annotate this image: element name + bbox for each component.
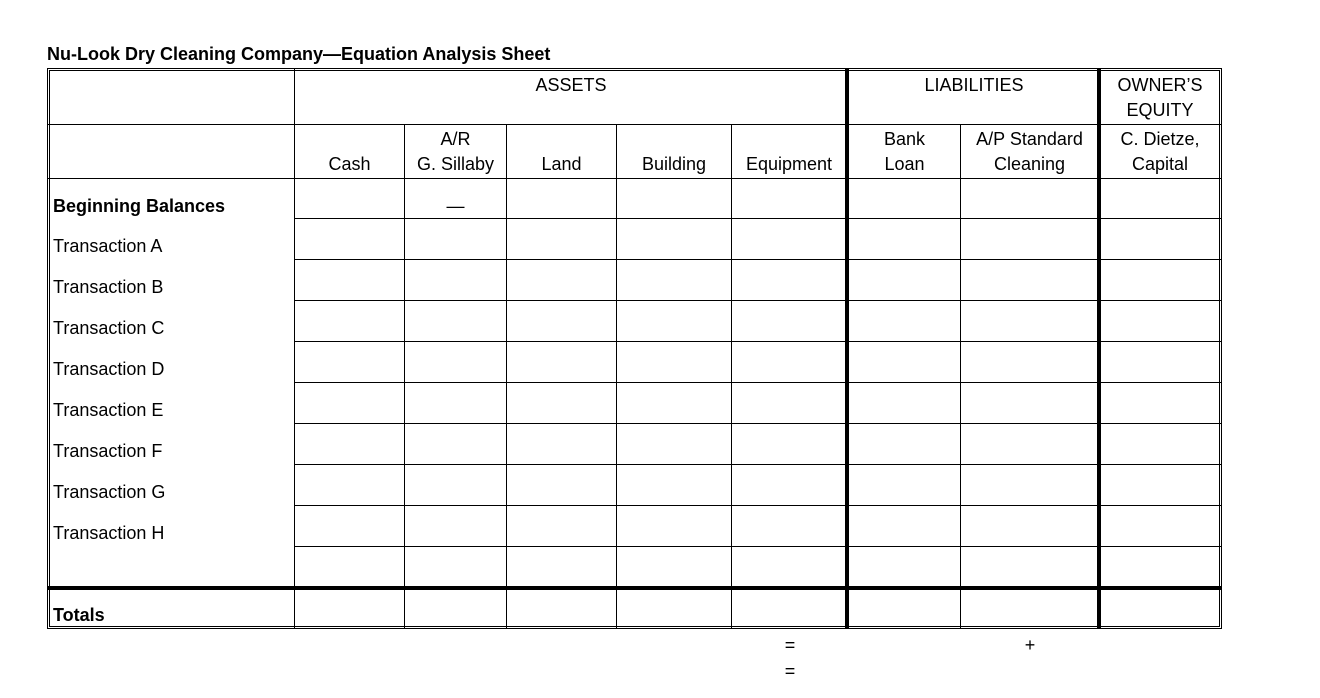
row-label-transaction-h: Transaction H (53, 523, 165, 543)
column-header-bank-loan-line2: Loan (884, 154, 925, 174)
row-label-transaction-c: Transaction C (53, 318, 165, 338)
equals-sign: = (784, 661, 796, 681)
group-header-liabilities: LIABILITIES (924, 75, 1024, 95)
column-header-capital-line2: Capital (1131, 154, 1189, 174)
group-header-assets: ASSETS (535, 75, 607, 95)
column-header-land: Land (541, 154, 582, 174)
header-divider (47, 178, 1222, 179)
column-header-ap-line2: Cleaning (993, 154, 1066, 174)
plus-sign: + (1024, 635, 1036, 655)
row-label-transaction-b: Transaction B (53, 277, 164, 297)
row-divider (294, 423, 1222, 424)
row-divider (294, 218, 1222, 219)
row-divider (294, 300, 1222, 301)
column-header-bank-loan-line1: Bank (883, 129, 926, 149)
totals-divider (47, 586, 1222, 590)
column-header-ar-line2: G. Sillaby (416, 154, 495, 174)
row-label-beginning-balances: Beginning Balances (53, 196, 226, 216)
group-header-owners-equity-line2: EQUITY (1126, 100, 1194, 120)
row-label-transaction-g: Transaction G (53, 482, 166, 502)
row-label-transaction-d: Transaction D (53, 359, 165, 379)
group-header-owners-equity-line1: OWNER’S (1117, 75, 1203, 95)
header-divider (47, 124, 1222, 125)
row-divider (294, 505, 1222, 506)
row-label-transaction-a: Transaction A (53, 236, 163, 256)
row-label-totals: Totals (53, 605, 105, 625)
row-divider (294, 341, 1222, 342)
column-header-cash: Cash (328, 154, 371, 174)
column-header-ap-line1: A/P Standard (976, 129, 1083, 149)
sheet-title: Nu-Look Dry Cleaning Company—Equation Analysis Sheet (47, 44, 551, 64)
column-header-equipment: Equipment (745, 154, 833, 174)
equals-sign: = (784, 635, 796, 655)
row-divider (294, 546, 1222, 547)
row-label-transaction-e: Transaction E (53, 400, 164, 420)
row-divider (294, 464, 1222, 465)
row-divider (294, 382, 1222, 383)
row-label-transaction-f: Transaction F (53, 441, 163, 461)
column-divider (506, 124, 507, 629)
column-divider (616, 124, 617, 629)
column-divider (960, 124, 961, 629)
column-divider (731, 124, 732, 629)
beginning-ar-value: — (446, 196, 465, 216)
column-header-building: Building (641, 154, 707, 174)
column-header-capital-line1: C. Dietze, (1120, 129, 1200, 149)
row-divider (294, 259, 1222, 260)
column-header-ar-line1: A/R (440, 129, 471, 149)
